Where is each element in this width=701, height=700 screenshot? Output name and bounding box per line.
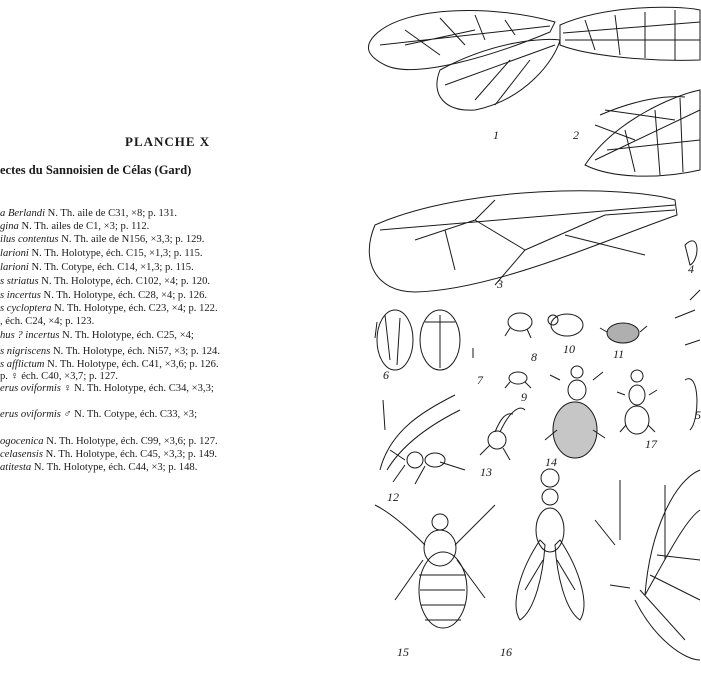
specimen-details: N. Th. Holotype, éch. C23, ×4; p. 122. <box>51 303 218 314</box>
figure-label-2: 2 <box>573 128 579 142</box>
figure-label-11: 11 <box>613 347 625 361</box>
figure-8-11-small-insects <box>505 310 695 388</box>
legend-entry <box>0 303 345 315</box>
specimen-details: N. Th. Holotype, éch. Ni57, ×3; p. 124. <box>50 346 220 357</box>
large-wing-fragment <box>610 470 700 660</box>
figure-label-7: 7 <box>477 373 483 387</box>
figure-label-9: 9 <box>521 390 527 404</box>
figure-12-winged-ant <box>380 395 465 484</box>
specimen-details: N. Th. Cotype, éch. C14, ×1,3; p. 115. <box>28 262 194 273</box>
figure-label-15: 15 <box>397 645 409 659</box>
specimen-details: N. Th. aile de N156, ×3,3; p. 129. <box>58 234 205 245</box>
legend-entry <box>0 359 345 371</box>
species-name: erus oviformis <box>0 383 61 394</box>
figure-label-13: 13 <box>480 465 492 479</box>
figure-6-7-beetles <box>375 310 473 370</box>
species-name: larioni <box>0 262 29 273</box>
figure-1-wings <box>368 11 560 111</box>
specimen-details: ♂ N. Th. Cotype, éch. C33, ×3; <box>60 409 198 420</box>
species-name: s nigriscens <box>0 346 51 357</box>
figure-label-5: 5 <box>695 408 701 422</box>
specimen-details: N. Th. aile de C31, ×8; p. 131. <box>45 208 178 219</box>
specimen-details: N. Th. Holotype, éch. C99, ×3,6; p. 127. <box>43 436 218 447</box>
figure-label-17: 17 <box>645 437 657 451</box>
specimen-details: N. Th. Holotype, éch. C15, ×1,3; p. 115. <box>28 248 203 259</box>
insect-illustrations <box>345 0 700 700</box>
specimen-details: N. Th. ailes de C1, ×3; p. 112. <box>18 221 150 232</box>
specimen-details: N. Th. Holotype, éch. C41, ×3,6; p. 126. <box>44 359 219 370</box>
specimen-details: , éch. C24, ×4; p. 123. <box>0 316 95 327</box>
figure-label-10: 10 <box>563 342 575 356</box>
legend-entry <box>0 234 345 246</box>
figure-label-1: 1 <box>493 128 499 142</box>
specimen-details: p. ♀ éch. C40, ×3,7; p. 127. <box>0 371 119 382</box>
figure-label-16: 16 <box>500 645 512 659</box>
species-name: s cycloptera <box>0 303 52 314</box>
legend-entry <box>0 290 345 302</box>
legend-entry <box>0 248 345 260</box>
plate-subtitle: ectes du Sannoisien de Célas (Gard) <box>0 163 192 177</box>
specimen-details: N. Th. Holotype, éch. C45, ×3,3; p. 149. <box>42 449 218 460</box>
legend-entry <box>0 262 345 274</box>
species-name: ogocenica <box>0 436 44 447</box>
figure-label-12: 12 <box>387 490 399 504</box>
legend-entry <box>0 383 345 395</box>
legend-entry <box>0 208 345 220</box>
figure-label-4: 4 <box>688 262 694 276</box>
species-name: s afflictum <box>0 359 45 370</box>
legend-entry <box>0 346 345 358</box>
plate-legend-page <box>0 0 345 700</box>
figure-3-wing <box>369 191 677 292</box>
legend-entry <box>0 436 345 448</box>
figure-13-fly <box>480 408 525 460</box>
figure-14-queen-ant <box>545 366 605 458</box>
species-name: gina <box>0 221 19 232</box>
species-name: hus ? incertus <box>0 330 60 341</box>
figure-label-14: 14 <box>545 455 557 469</box>
species-name: ilus contentus <box>0 234 59 245</box>
legend-entry <box>0 276 345 288</box>
species-name: celasensis <box>0 449 43 460</box>
specimen-details: N. Th. Holotype, éch. C25, ×4; <box>59 330 194 341</box>
specimen-details: N. Th. Holotype, éch. C44, ×3; p. 148. <box>31 462 198 473</box>
figure-16-winged-ant <box>516 469 615 620</box>
plate-figures-page <box>345 0 700 700</box>
figure-2-dragonfly-wing <box>560 7 700 176</box>
legend-entry <box>0 316 345 328</box>
species-name: s striatus <box>0 276 39 287</box>
specimen-details: N. Th. Holotype, éch. C102, ×4; p. 120. <box>38 276 211 287</box>
figure-15-winged-ant <box>375 505 495 628</box>
legend-entry <box>0 409 345 421</box>
species-name: erus oviformis <box>0 409 61 420</box>
species-name: s incertus <box>0 290 41 301</box>
plate-title: PLANCHE X <box>125 134 211 149</box>
legend-entry <box>0 449 345 461</box>
figure-label-3: 3 <box>497 277 503 291</box>
legend-entry <box>0 330 345 342</box>
species-name: larioni <box>0 248 29 259</box>
figure-17-insect <box>617 370 657 434</box>
legend-entry <box>0 462 345 474</box>
specimen-details: ♀ N. Th. Holotype, éch. C34, ×3,3; <box>60 383 214 394</box>
species-name: atitesta <box>0 462 32 473</box>
figure-label-8: 8 <box>531 350 537 364</box>
legend-entry <box>0 371 345 383</box>
species-name: a Berlandi <box>0 208 46 219</box>
specimen-details: N. Th. Holotype, éch. C28, ×4; p. 126. <box>40 290 208 301</box>
figure-label-6: 6 <box>383 368 389 382</box>
legend-entry <box>0 221 345 233</box>
